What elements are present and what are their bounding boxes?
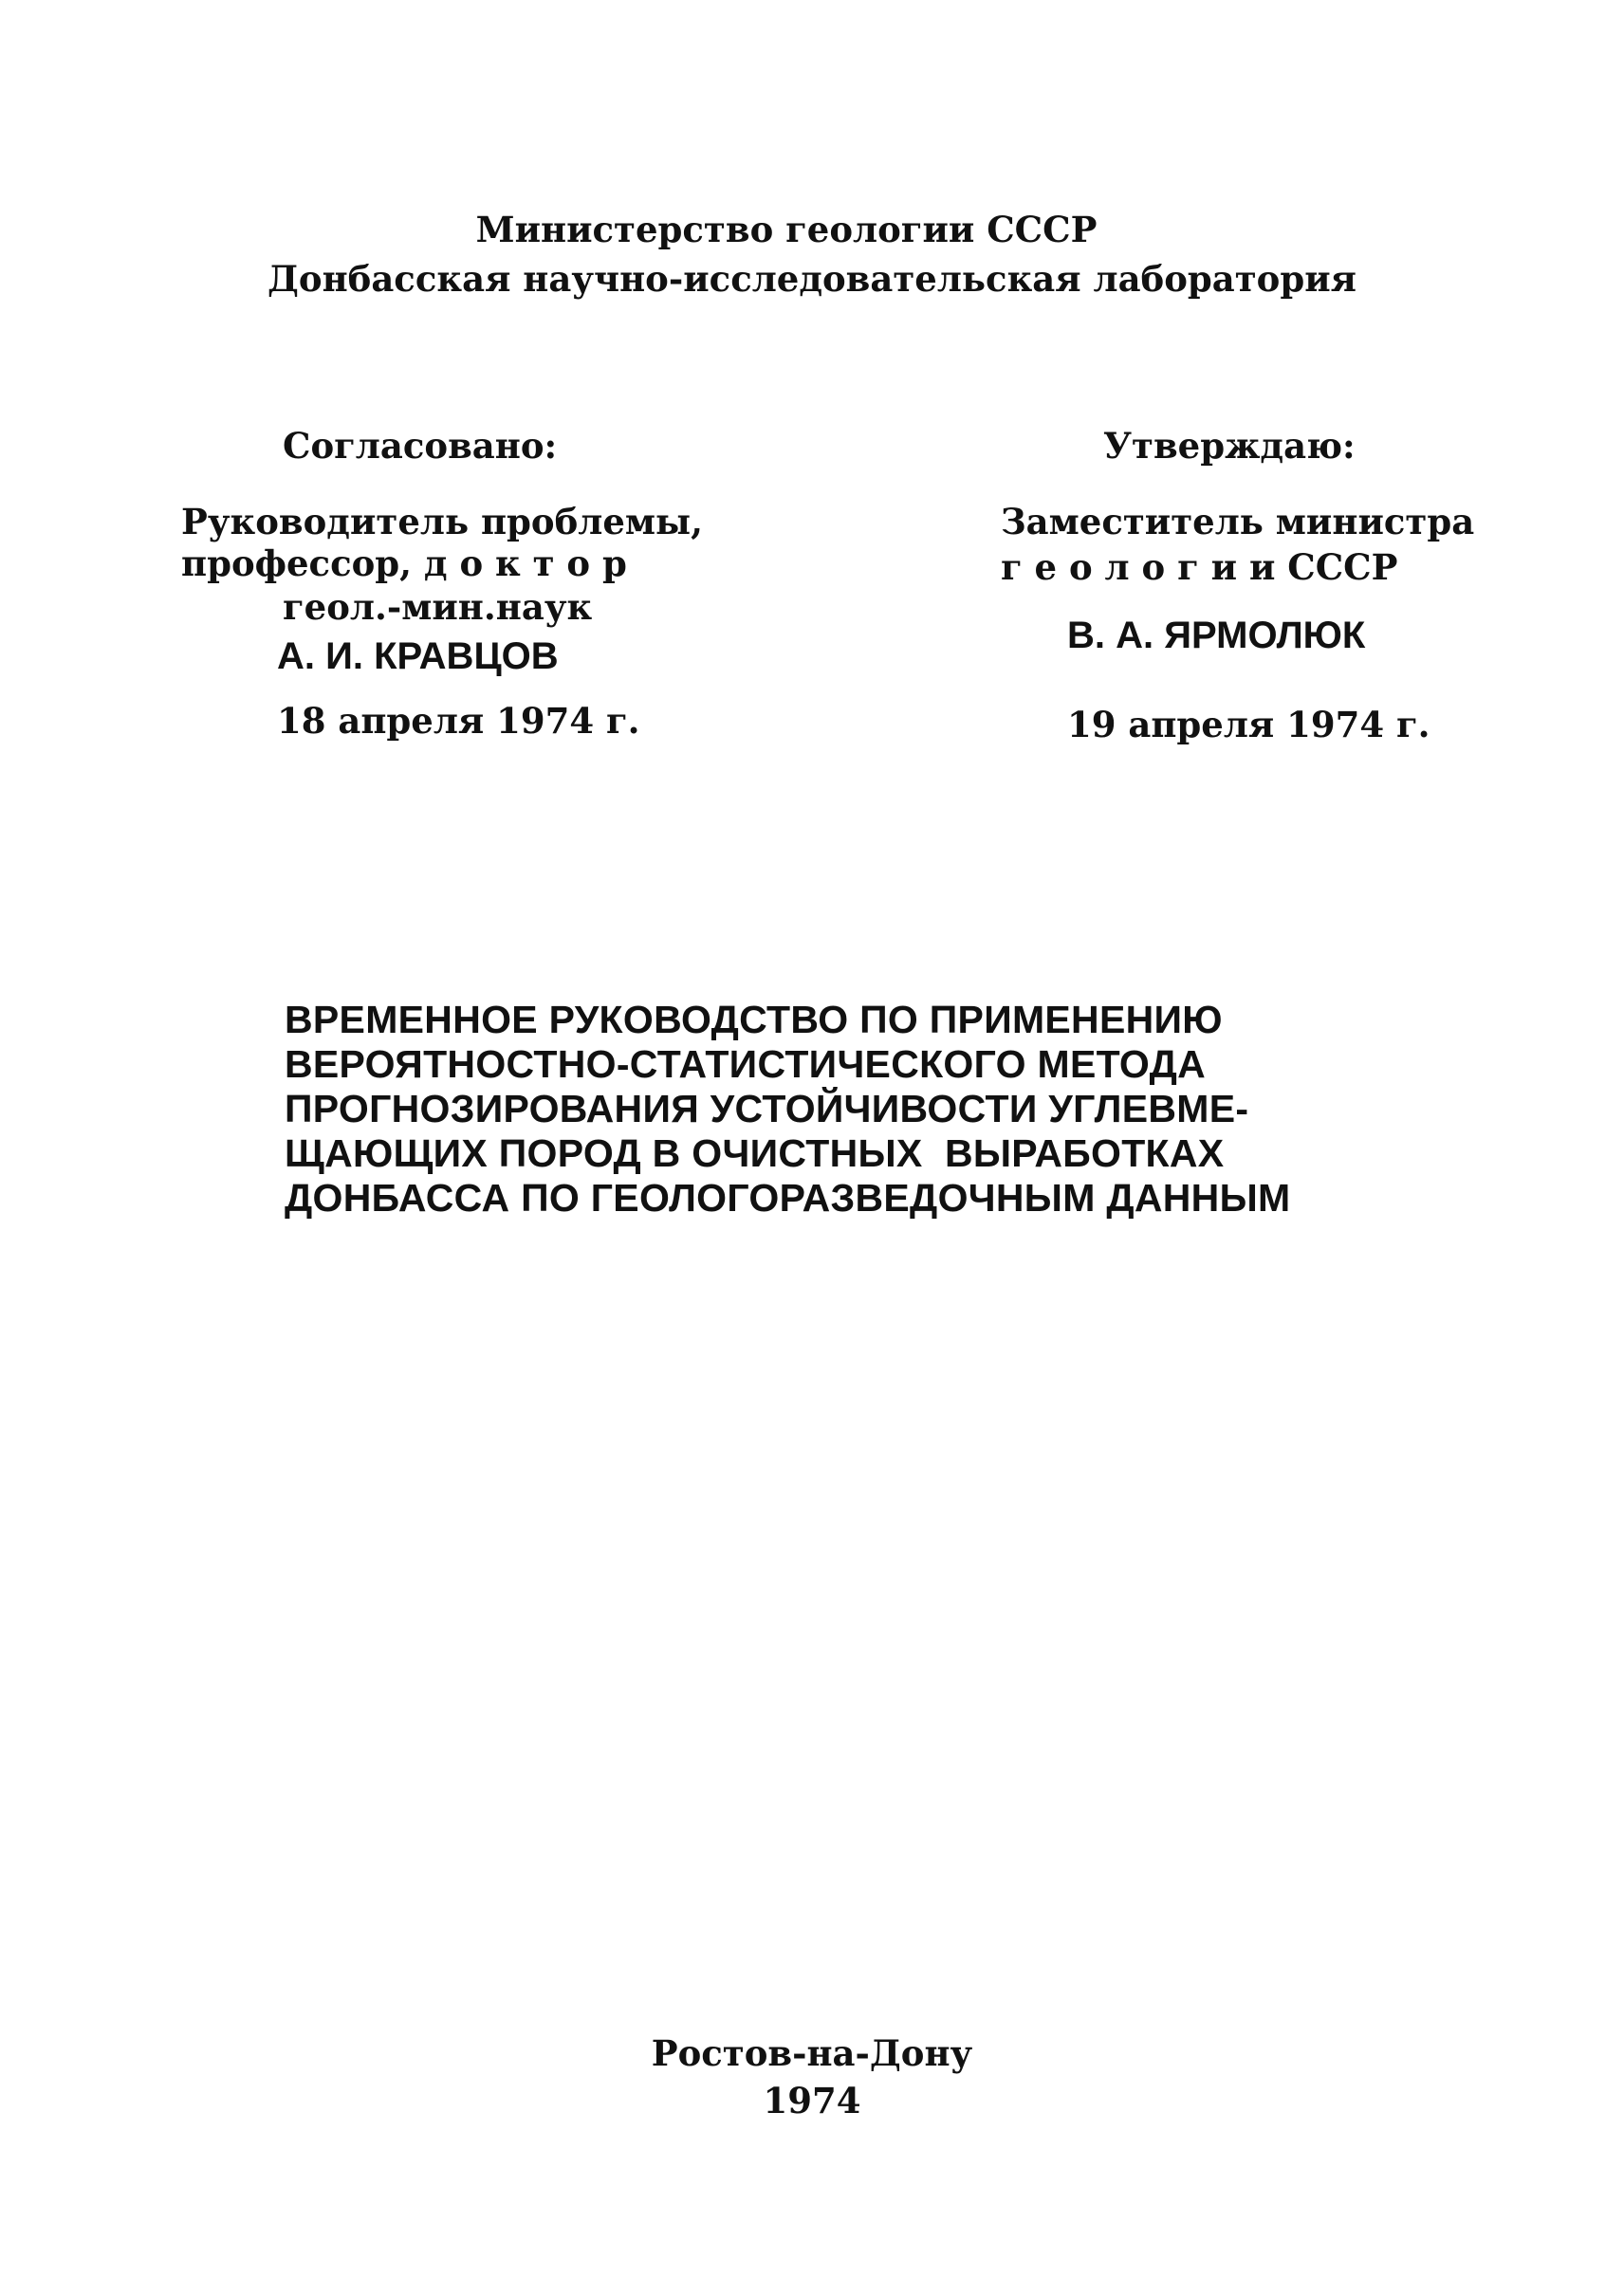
approved-date: 19 апреля 1974 г. [1067, 704, 1430, 745]
approved-heading: Утверждаю: [1103, 425, 1356, 467]
approved-name: В. А. ЯРМОЛЮК [1067, 615, 1366, 656]
agreed-date: 18 апреля 1974 г. [277, 700, 640, 742]
approved-position-line2: г е о л о г и и СССР [1001, 546, 1398, 588]
agreed-position-line2: профессор, д о к т о р [181, 542, 627, 584]
document-title [285, 998, 1423, 1221]
laboratory-heading: Донбасская научно-исследовательская лаборатория [268, 258, 1356, 300]
ministry-heading: Министерство геологии СССР [475, 209, 1098, 250]
title-line: ДОНБАССА ПО ГЕОЛОГОРАЗВЕДОЧНЫМ ДАННЫМ [285, 1176, 1291, 1220]
agreed-position-line1: Руководитель проблемы, [181, 501, 703, 542]
title-line: ЩАЮЩИХ ПОРОД В ОЧИСТНЫХ ВЫРАБОТКАХ [285, 1131, 1225, 1175]
title-line: ВЕРОЯТНОСТНО-СТАТИСТИЧЕСКОГО МЕТОДА [285, 1042, 1206, 1086]
agreed-name: А. И. КРАВЦОВ [277, 635, 559, 677]
imprint-year: 1974 [763, 2080, 861, 2122]
title-line: ВРЕМЕННОЕ РУКОВОДСТВО ПО ПРИМЕНЕНИЮ [285, 998, 1223, 1041]
agreed-heading: Согласовано: [283, 425, 558, 467]
imprint [0, 2030, 1624, 2124]
agreed-position-line3: геол.-мин.наук [283, 586, 593, 628]
imprint-city: Ростов-на-Дону [651, 2032, 973, 2074]
title-line: ПРОГНОЗИРОВАНИЯ УСТОЙЧИВОСТИ УГЛЕВМЕ- [285, 1087, 1249, 1130]
approved-position-line1: Заместитель министра [1001, 501, 1475, 542]
